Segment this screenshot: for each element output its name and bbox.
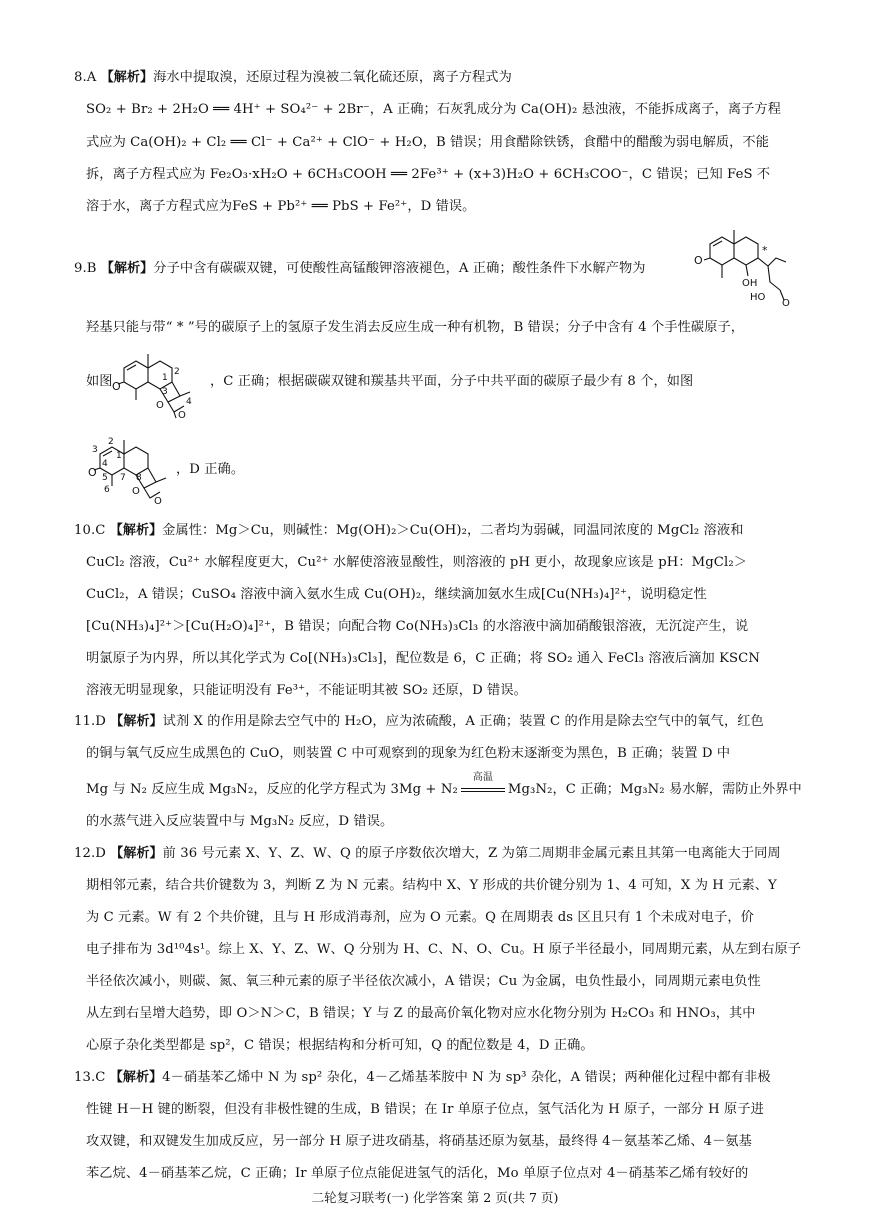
q12-line-5: 半径依次减小，则碳、氮、氧三种元素的原子半径依次减小，A 错误；Cu 为金属，电负性最小，同周期元素电负性 <box>86 974 761 989</box>
coplanar-carbon-structure <box>88 430 188 506</box>
s1-o1: O <box>694 254 703 267</box>
q10-line-6: 溶液无明显现象，只能证明没有 Fe³⁺，不能证明其被 SO₂ 还原，D 错误。 <box>86 683 527 698</box>
q8-line-4: 拆，离子方程式应为 Fe₂O₃·xH₂O + 6CH₃COOH ══ 2Fe³⁺ + (x+3)H₂O + 6CH₃COO⁻，C 错误；已知 FeS 不 <box>86 167 771 182</box>
q13-line-2: 性键 H－H 键的断裂，但没有非极性键的生成，B 错误；在 Ir 单原子位点，氢气活化为 H 原子，一部分 H 原子进 <box>86 1102 764 1117</box>
q9-line-4-text: ，D 正确。 <box>176 462 245 477</box>
q11-line-4: 的水蒸气进入反应装置中与 Mg₃N₂ 反应，D 错误。 <box>86 814 394 829</box>
s2-o1: O <box>112 380 121 393</box>
q11-line-2: 的铜与氧气反应生成黑色的 CuO，则装置 C 中可观察到的现象为红色粉末逐渐变为黑色，B 正确；装置 D 中 <box>86 746 731 761</box>
q9-tag: 【解析】 <box>100 261 154 276</box>
q8-line-2: SO₂ + Br₂ + 2H₂O ══ 4H⁺ + SO₄²⁻ + 2Br⁻，A 正确；石灰乳成分为 Ca(OH)₂ 悬浊液，不能拆成离子，离子方程 <box>86 102 782 117</box>
q11-text: 试剂 X 的作用是除去空气中的 H₂O，应为浓硫酸，A 正确；装置 C 的作用是除去空气中的氧气，红色 <box>162 714 764 729</box>
q11-line-3 <box>86 772 870 800</box>
s2-o2: O <box>156 400 164 411</box>
chiral-carbon-structure <box>112 344 212 420</box>
q11-id: 11.D <box>74 714 106 729</box>
s3-n4: 4 <box>102 459 108 469</box>
s3-o1: O <box>88 466 97 479</box>
q10-id: 10.C <box>74 523 106 538</box>
s2-o3: O <box>178 410 186 420</box>
s2-n3: 3 <box>162 387 168 397</box>
q8-line-3: 式应为 Ca(OH)₂ + Cl₂ ══ Cl⁻ + Ca²⁺ + ClO⁻ + H₂O，B 错误；用食醋除铁锈，食醋中的醋酸为弱电解质，不能 <box>86 135 770 150</box>
s3-n1: 1 <box>116 451 122 461</box>
s3-o3: O <box>154 496 162 506</box>
s1-ho: HO <box>750 292 766 303</box>
q8-line-1 <box>74 68 870 88</box>
s1-oh: OH <box>742 278 758 289</box>
q8-text: 海水中提取溴，还原过程为溴被二氧化硫还原，离子方程式为 <box>153 70 512 85</box>
page-footer: 二轮复习联考(一) 化学答案 第 2 页(共 7 页) <box>311 1190 559 1205</box>
q13-text: 4－硝基苯乙烯中 N 为 sp² 杂化，4－乙烯基苯胺中 N 为 sp³ 杂化，A 错误；两种催化过程中都有非极 <box>162 1070 771 1085</box>
q12-line-4: 电子排布为 3d¹⁰4s¹。综上 X、Y、Z、W、Q 分别为 H、C、N、O、Cu。H 原子半径最小，同周期元素，从左到右原子 <box>86 942 802 957</box>
q10-line-1 <box>74 521 870 541</box>
q10-line-5: 明氯原子为内界，所以其化学式为 Co[(NH₃)₃Cl₃]，配位数是 6，C 正确；将 SO₂ 通入 FeCl₃ 溶液后滴加 KSCN <box>86 651 761 666</box>
q11-tag: 【解析】 <box>110 714 163 729</box>
q8-tag: 【解析】 <box>100 70 154 85</box>
q13-tag: 【解析】 <box>109 1070 163 1085</box>
s3-o2: O <box>132 486 140 497</box>
q13-line-3: 攻双键，和双键发生加成反应，另一部分 H 原子进攻硝基，将硝基还原为氨基，最终得 4－氨基苯乙烯、4－氨基 <box>86 1134 752 1149</box>
q12-id: 12.D <box>74 846 106 861</box>
q9-fig-label-1: 如图 <box>86 374 113 389</box>
q11-eq-condition: 高温 <box>472 772 493 783</box>
q12-tag: 【解析】 <box>110 846 163 861</box>
s3-n5: 5 <box>102 473 108 483</box>
q11-eq-arrow <box>458 772 508 800</box>
q12-line-3: 为 C 元素。W 有 2 个共价键，且与 H 形成消毒剂，应为 O 元素。Q 在周期表 ds 区且只有 1 个未成对电子，价 <box>86 910 754 925</box>
q10-text: 金属性：Mg＞Cu，则碱性：Mg(OH)₂＞Cu(OH)₂，二者均为弱碱，同温同浓度的 MgCl₂ 溶液和 <box>162 523 744 538</box>
q11-eq-pre: Mg 与 N₂ 反应生成 Mg₃N₂，反应的化学方程式为 3Mg + N₂ <box>86 782 458 797</box>
hydrolysis-product-structure <box>692 220 804 308</box>
q9-line-2: 羟基只能与带“ * ”号的碳原子上的氢原子发生消去反应生成一种有机物，B 错误；分子中含有 4 个手性碳原子， <box>86 320 745 335</box>
s3-n3: 3 <box>92 445 98 455</box>
q12-line-1 <box>74 844 870 864</box>
q13-line-1 <box>74 1068 870 1088</box>
s2-n4: 4 <box>186 397 192 407</box>
q10-line-3: CuCl₂，A 错误；CuSO₄ 溶液中滴入氨水生成 Cu(OH)₂，继续滴加氨水生成[Cu(NH₃)₄]²⁺，说明稳定性 <box>86 587 707 602</box>
q12-line-7: 心原子杂化类型都是 sp²，C 错误；根据结构和分析可知，Q 的配位数是 4，D 正确。 <box>86 1038 594 1053</box>
q11-line-1 <box>74 712 870 732</box>
q13-id: 13.C <box>74 1070 106 1085</box>
q9-text: 分子中含有碳碳双键，可使酸性高锰酸钾溶液褪色，A 正确；酸性条件下水解产物为 <box>153 261 646 276</box>
s1-star: * <box>762 244 768 257</box>
s2-n2: 2 <box>174 367 180 377</box>
q12-text: 前 36 号元素 X、Y、Z、W、Q 的原子序数依次增大，Z 为第二周期非金属元素且其第一电离能大于同周 <box>162 846 781 861</box>
q10-tag: 【解析】 <box>109 523 163 538</box>
q8-id: 8.A <box>74 70 97 85</box>
q11-eq-post: Mg₃N₂，C 正确；Mg₃N₂ 易水解，需防止外界中 <box>507 782 802 797</box>
s2-n1: 1 <box>162 373 168 383</box>
q9-line-3-text: ，C 正确；根据碳碳双键和羰基共平面，分子中共平面的碳原子最少有 8 个，如图 <box>210 374 694 389</box>
q12-line-2: 期相邻元素，结合共价键数为 3，判断 Z 为 N 元素。结构中 X、Y 形成的共价键分别为 1、4 可知，X 为 H 元素、Y <box>86 878 777 893</box>
q10-line-4: [Cu(NH₃)₄]²⁺＞[Cu(H₂O)₄]²⁺，B 错误；向配合物 Co(NH₃)₃Cl₃ 的水溶液中滴加硝酸银溶液，无沉淀产生，说 <box>86 619 749 634</box>
s3-n7: 7 <box>120 473 126 483</box>
s3-n2: 2 <box>108 437 114 447</box>
s3-n8: 8 <box>136 473 142 483</box>
s1-o2: O <box>782 298 790 308</box>
q10-line-2: CuCl₂ 溶液，Cu²⁺ 水解程度更大，Cu²⁺ 水解使溶液显酸性，则溶液的 pH 更小，故现象应该是 pH：MgCl₂＞ <box>86 555 747 570</box>
q9-id: 9.B <box>74 261 97 276</box>
q13-line-4: 苯乙烷、4－硝基苯乙烷，C 正确；Ir 单原子位点能促进氢气的活化，Mo 单原子位点对 4－硝基苯乙烯有较好的 <box>86 1166 749 1181</box>
q12-line-6: 从左到右呈增大趋势，即 O＞N＞C，B 错误；Y 与 Z 的最高价氧化物对应水化物分别为 H₂CO₃ 和 HNO₃，其中 <box>86 1006 756 1021</box>
q8-line-5: 溶于水，离子方程式应为FeS + Pb²⁺ ══ PbS + Fe²⁺，D 错误。 <box>86 199 476 214</box>
s3-n6: 6 <box>104 485 110 495</box>
